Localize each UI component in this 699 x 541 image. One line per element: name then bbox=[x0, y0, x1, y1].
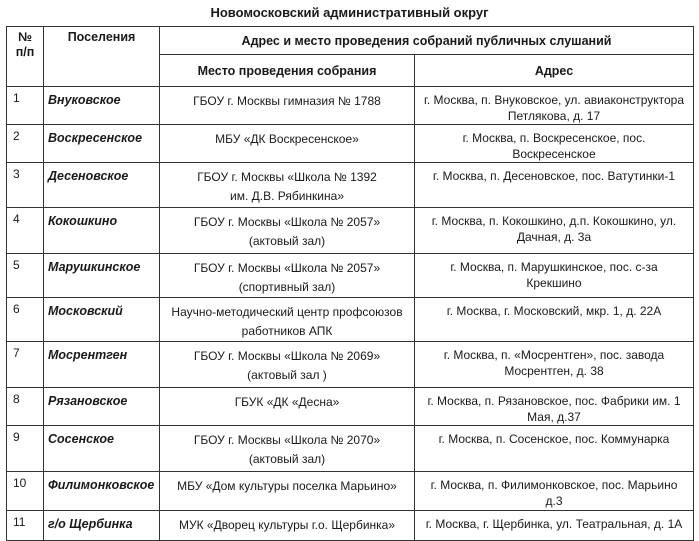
table-row bbox=[7, 163, 694, 208]
table-row bbox=[7, 208, 694, 254]
meeting-place-line: ГБОУ г. Москвы «Школа № 2057» bbox=[193, 261, 381, 275]
row-number: 11 bbox=[7, 511, 44, 541]
row-settlement: Воскресенское bbox=[44, 125, 160, 163]
address-line: Мосрентген, д. 38 bbox=[504, 364, 604, 378]
row-address bbox=[415, 163, 694, 208]
row-settlement: Марушкинское bbox=[44, 254, 160, 298]
row-settlement: Рязановское bbox=[44, 388, 160, 426]
row-address bbox=[415, 87, 694, 125]
address-line: Мая, д.37 bbox=[527, 410, 581, 424]
address-line: г. Москва, п. Марушкинское, пос. с-за bbox=[450, 260, 658, 274]
address-line: г. Москва, п. Воскресенское, пос. bbox=[462, 131, 646, 145]
row-settlement: г/о Щербинка bbox=[44, 511, 160, 541]
row-settlement: Кокошкино bbox=[44, 208, 160, 254]
row-address bbox=[415, 342, 694, 388]
meeting-place-line: ГБОУ г. Москвы «Школа № 2057» bbox=[193, 215, 381, 229]
header-place: Место проведения собрания bbox=[160, 55, 415, 87]
row-number: 4 bbox=[7, 208, 44, 254]
row-meeting-place bbox=[160, 388, 415, 426]
table-row bbox=[7, 125, 694, 163]
meeting-place-line: им. Д.В. Рябинкина» bbox=[230, 189, 344, 203]
row-settlement: Десеновское bbox=[44, 163, 160, 208]
row-address bbox=[415, 254, 694, 298]
address-line: г. Москва, п. Филимонковское, пос. Марьино bbox=[430, 478, 678, 492]
address-line: г. Москва, г. Щербинка, ул. Театральная, д. 1А bbox=[425, 517, 683, 531]
row-settlement: Сосенское bbox=[44, 426, 160, 472]
header-number bbox=[7, 27, 44, 87]
meeting-place-line: ГБОУ г. Москвы гимназия № 1788 bbox=[193, 94, 381, 108]
row-number: 3 bbox=[7, 163, 44, 208]
row-meeting-place bbox=[160, 472, 415, 511]
address-line: Петлякова, д. 17 bbox=[507, 109, 601, 123]
meeting-place-line: (спортивный зал) bbox=[238, 280, 336, 294]
header-number-line2: п/п bbox=[15, 45, 35, 59]
address-line: г. Москва, п. Рязановское, пос. Фабрики им. 1 bbox=[427, 394, 681, 408]
address-line: Крекшино bbox=[526, 276, 582, 290]
row-meeting-place bbox=[160, 426, 415, 472]
table-row bbox=[7, 472, 694, 511]
address-line: г. Москва, п. «Мосрентген», пос. завода bbox=[443, 348, 665, 362]
address-line: г. Москва, г. Московский, мкр. 1, д. 22А bbox=[446, 304, 662, 318]
meeting-place-line: (актовый зал) bbox=[248, 234, 326, 248]
row-meeting-place bbox=[160, 87, 415, 125]
table-row bbox=[7, 298, 694, 342]
address-line: г. Москва, п. Десеновское, пос. Ватутинки-1 bbox=[432, 169, 676, 183]
row-number: 7 bbox=[7, 342, 44, 388]
meeting-place-line: ГБОУ г. Москвы «Школа № 1392 bbox=[197, 170, 377, 184]
row-meeting-place bbox=[160, 298, 415, 342]
address-line: г. Москва, п. Сосенское, пос. Коммунарка bbox=[438, 432, 670, 446]
meeting-place-line: МБУ «ДК Воскресенское» bbox=[215, 132, 359, 146]
table-row bbox=[7, 388, 694, 426]
row-settlement: Мосрентген bbox=[44, 342, 160, 388]
row-number: 5 bbox=[7, 254, 44, 298]
meeting-place-line: Научно-методический центр профсоюзов bbox=[171, 305, 403, 319]
table-row bbox=[7, 426, 694, 472]
row-meeting-place bbox=[160, 208, 415, 254]
row-number: 6 bbox=[7, 298, 44, 342]
table-row bbox=[7, 254, 694, 298]
meeting-place-line: (актовый зал) bbox=[248, 452, 326, 466]
header-group: Адрес и место проведения собраний публичных слушаний bbox=[160, 27, 694, 55]
row-meeting-place bbox=[160, 511, 415, 541]
row-address bbox=[415, 511, 694, 541]
row-settlement: Московский bbox=[44, 298, 160, 342]
meeting-place-line: ГБОУ г. Москвы «Школа № 2070» bbox=[193, 433, 381, 447]
meeting-place-line: ГБУК «ДК «Десна» bbox=[234, 395, 340, 409]
address-line: Дачная, д. 3а bbox=[516, 230, 592, 244]
meeting-place-line: ГБОУ г. Москвы «Школа № 2069» bbox=[193, 349, 381, 363]
meeting-place-line: МБУ «Дом культуры поселка Марьино» bbox=[177, 479, 397, 493]
row-number: 1 bbox=[7, 87, 44, 125]
row-address bbox=[415, 298, 694, 342]
document-title: Новомосковский административный округ bbox=[210, 5, 489, 20]
row-meeting-place bbox=[160, 163, 415, 208]
header-address: Адрес bbox=[415, 55, 694, 87]
row-number: 2 bbox=[7, 125, 44, 163]
address-line: г. Москва, п. Внуковское, ул. авиаконструктора bbox=[423, 93, 685, 107]
meeting-place-line: (актовый зал ) bbox=[247, 368, 327, 382]
table-row bbox=[7, 511, 694, 541]
row-address bbox=[415, 125, 694, 163]
row-number: 10 bbox=[7, 472, 44, 511]
header-settlement: Поселения bbox=[44, 27, 160, 87]
table-body bbox=[7, 87, 694, 541]
row-meeting-place bbox=[160, 342, 415, 388]
meeting-place-line: МУК «Дворец культуры г.о. Щербинка» bbox=[178, 518, 396, 532]
row-number: 9 bbox=[7, 426, 44, 472]
row-address bbox=[415, 472, 694, 511]
address-line: г. Москва, п. Кокошкино, д.п. Кокошкино, ул. bbox=[431, 214, 677, 228]
row-address bbox=[415, 388, 694, 426]
row-settlement: Филимонковское bbox=[44, 472, 160, 511]
table-row bbox=[7, 87, 694, 125]
address-line: Воскресенское bbox=[512, 147, 596, 161]
table-row bbox=[7, 342, 694, 388]
hearings-table bbox=[6, 26, 694, 541]
row-meeting-place bbox=[160, 254, 415, 298]
row-address bbox=[415, 426, 694, 472]
header-number-line1: № bbox=[18, 30, 32, 44]
row-settlement: Внуковское bbox=[44, 87, 160, 125]
row-number: 8 bbox=[7, 388, 44, 426]
meeting-place-line: работников АПК bbox=[241, 324, 333, 338]
address-line: д.3 bbox=[545, 494, 563, 508]
row-meeting-place bbox=[160, 125, 415, 163]
row-address bbox=[415, 208, 694, 254]
